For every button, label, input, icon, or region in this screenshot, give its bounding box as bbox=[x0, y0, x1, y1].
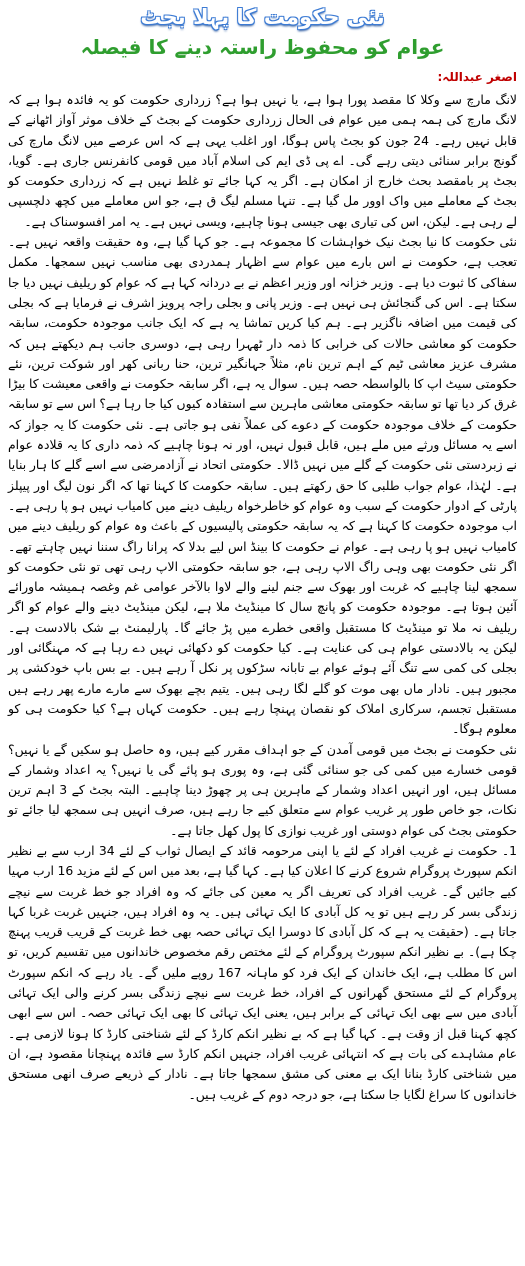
paragraph-1: لانگ مارچ سے وکلا کا مقصد پورا ہوا ہے، یا نہیں ہوا ہے؟ زرداری حکومت کو یہ فائدہ ہوا ہے کہ لانگ مارچ کی ہمہ ہمی میں عوام فی الحال زرداری حکومت کے بجٹ کے خلاف موثر آواز اٹھانے کے قابل نہیں رہے۔ 24 جون کو بجٹ پاس ہوگا، اور اغلب یہی ہے کہ اس عرصے میں لانگ مارچ کی گونج برابر سنائی دیتی رہے گی۔ اے پی ڈی ایم کی اسلام آباد میں قومی کانفرنس جاری ہے۔ گویا، بجٹ پر بامقصد بحث خارج از امکان ہے۔ اگر یہ کہا جائے تو غلط نہیں ہے کہ زرداری حکومت کو بجٹ کے معاملے میں واک اوور مل گیا ہے۔ تنہا مسلم لیگ ق ہے، جو اس معاملے میں کچھ دلچسپی لے رہی ہے۔ لیکن، اس کی تیاری بھی جیسی ہونا چاہیے، ویسی نہیں ہے۔ یہ امر افسوسناک ہے۔ bbox=[8, 92, 517, 229]
paragraph-3: نئی حکومت نے بجٹ میں قومی آمدن کے جو اہداف مقرر کیے ہیں، وہ حاصل ہو سکیں گے یا نہیں؟ قومی خسارے میں کمی کی جو سنائی گئی ہے، وہ پوری ہو پائے گی یا نہیں؟ یہ اعداد وشمار کے مسائل ہیں، اور انہیں اعداد وشمار کے ماہرین ہی پر چھوڑ دینا چاہیے۔ البتہ بجٹ کے 3 اہم ترین نکات، جو خاص طور پر غریب عوام سے متعلق کیے جا رہے ہیں، صرف انہیں ہی سمجھ لیا جائے تو حکومتی بجٹ کی عوام دوستی اور غریب نوازی کا پول کھل جاتا ہے۔ bbox=[8, 741, 517, 838]
article-body bbox=[8, 90, 517, 1105]
article-title: نئی حکومت کا پہلا بجٹ bbox=[140, 5, 385, 29]
author-byline: اصغر عبداللہ: bbox=[437, 70, 517, 84]
paragraph-2: نئی حکومت کا نیا بجٹ نیک خواہشات کا مجموعہ ہے۔ جو کہا گیا ہے، وہ حقیقت واقعہ نہیں ہے۔ تعجب ہے، حکومت نے اس بارے میں عوام سے اظہار ہمدردی بھی مناسب نہیں سمجھا۔ مکمل سفاکی کا ثبوت دیا ہے۔ وزیر خزانہ اور وزیر اعظم نے بے دردانہ کہا ہے کہ عوام کو ریلیف نہیں دیا جا سکتا ہے۔ اس کی گنجائش ہی نہیں ہے۔ وزیر پانی و بجلی راجہ پرویز اشرف نے فرمایا ہے کہ بجلی کی قیمت میں اضافہ ناگزیر ہے۔ ہم کیا کریں تماشا یہ ہے کہ ایک جانب موجودہ حکومت، سابقہ حکومت کو معاشی حالات کی خرابی کا ذمہ دار ٹھہرا رہی ہے، دوسری جانب ہم دیکھتے ہیں کہ مشرف عزیز معاشی ٹیم کے اہم ترین نام، مثلاً جہانگیر ترین، حنا ربانی کھر اور شوکت ترین، نئے حکومتی سیٹ اپ کا بالواسطہ حصہ ہیں۔ سوال یہ ہے، اگر سابقہ حکومت نے واقعی معیشت کا بیڑا غرق کر دیا تھا تو سابقہ حکومتی معاشی ماہرین سے استفادہ کیوں کیا جا رہا ہے؟ اس سے تو سابقہ حکومت کے خلاف موجودہ حکومت کے دعوے کی عملاً نفی ہو جاتی ہے۔ نئی حکومت کا یہ جواز کہ اسے یہ مسائل ورثے میں ملے ہیں، قابل قبول نہیں، اور نہ ہونا چاہیے کہ ذمہ داری کا یہ قلادہ عوام نے زبردستی نئی حکومت کے گلے میں نہیں ڈالا۔ حکومتی اتحاد نے آزادمرضی سے اسے گلے کا ہار بنایا ہے۔ لہٰذا، عوام جواب طلبی کا حق رکھتے ہیں۔ سابقہ حکومت کا کہنا تھا کہ اگر نون لیگ اور پیپلز پارٹی کے ادوار حکومت کے سبب وہ عوام کو خاطرخواہ ریلیف دینے میں کامیاب نہیں ہو پا رہی ہے۔ اب موجودہ حکومت کا کہنا ہے کہ یہ سابقہ حکومتی پالیسیوں کے باعث وہ عوام کو ریلیف دینے میں کامیاب نہیں ہو پا رہی ہے۔ عوام نے حکومت کا بینڈ اس لیے بدلا کہ پرانا راگ سننا نہیں چاہتے تھے۔ اگر نئی حکومت بھی وہی راگ الاپ رہی ہے، جو سابقہ حکومتی الاپ رہی تھی تو نئی حکومت کو سمجھ لینا چاہیے کہ غربت اور بھوک سے جنم لینے والے لاوا بالآخر عوامی غم وغصہ ہمیشہ ماورائے آئین ہوتا ہے۔ موجودہ حکومت کو پانچ سال کا مینڈیٹ ملا ہے، لیکن مینڈیٹ دینے والے عوام کو اگر ریلیف نہ ملا تو مینڈیٹ کا مستقبل واقعی خطرے میں پڑ جائے گا۔ پارلیمنٹ بے شک بالادست ہے۔ لیکن یہ بالادستی عوام ہی کی عنایت ہے۔ کیا حکومت کو دکھائی نہیں دے رہا ہے کہ مہنگائی اور بجلی کی کمی سے تنگ آئے ہوئے عوام بے تابانہ سڑکوں پر نکل آ رہے ہیں۔ بے بس باپ خودکشی پر مجبور ہیں۔ نادار ماں بھی موت کو گلے لگا رہی ہیں۔ یتیم بچے بھوک سے مارے مارے پھر رہے ہیں مستقبل تجسم، سرکاری املاک کو نقصان پہنچا رہے ہیں۔ حکومت کہاں ہے؟ کیا حکومت ہی کو معلوم ہوگا۔ bbox=[8, 234, 517, 737]
paragraph-4: 1۔ حکومت نے غریب افراد کے لئے یا اپنی مرحومہ قائد کے ایصال ثواب کے لئے 34 ارب سے بے نظیر انکم سپورٹ پروگرام شروع کرنے کا اعلان کیا ہے۔ کہا گیا ہے، بعد میں اس کے لئے مزید 16 ارب مہیا کیے جائیں گے۔ غریب افراد کی تعریف اگر یہ معین کی جائے کہ وہ افراد جو خط غربت سے نیچے زندگی بسر کر رہے ہیں تو یہ کل آبادی کا ایک تہائی ہیں۔ یہ وہ افراد ہیں، جنہیں غربت غربا کہا جاتا ہے۔ (حقیقت یہ ہے کہ کل آبادی کا دوسرا ایک تہائی حصہ بھی خط غربت کے قریب قریب پہنچ چکا ہے)۔ بے نظیر انکم سپورٹ پروگرام کے لئے مختص رقم مخصوص خاندانوں میں تقسیم کریں، تو اس کا مطلب ہے، ایک خاندان کے ایک فرد کو ماہانہ 167 روپے ملیں گے۔ یاد رہے کہ انکم سپورٹ پروگرام کے لئے مستحق گھرانوں کے افراد، خط غربت سے نیچے زندگی بسر کرنے والی ایک تہائی آبادی میں سے بھی ایک تہائی کے برابر ہیں، یعنی ایک تہائی کا بھی ایک تہائی حصہ۔ اس سے ابھی کچھ کہنا قبل از وقت ہے۔ کہا گیا ہے کہ بے نظیر انکم کارڈ کے لئے شناختی کارڈ کا ہونا لازمی ہے۔ عام مشاہدے کی بات ہے کہ انتہائی غریب افراد، جنہیں انکم کارڈ سے فائدہ پہنچانا مقصود ہے، ان میں شناختی کارڈ بنانا ایک بے معنی کی مشق سمجھا جاتا ہے۔ نادار کے ذریعے صرف انھی مستحق خاندانوں کا سراغ لگایا جا سکتا ہے، جو درجہ دوم کے غریب ہیں۔ bbox=[8, 842, 517, 1102]
article-subtitle: عوام کو محفوظ راستہ دینے کا فیصلہ bbox=[80, 35, 445, 59]
